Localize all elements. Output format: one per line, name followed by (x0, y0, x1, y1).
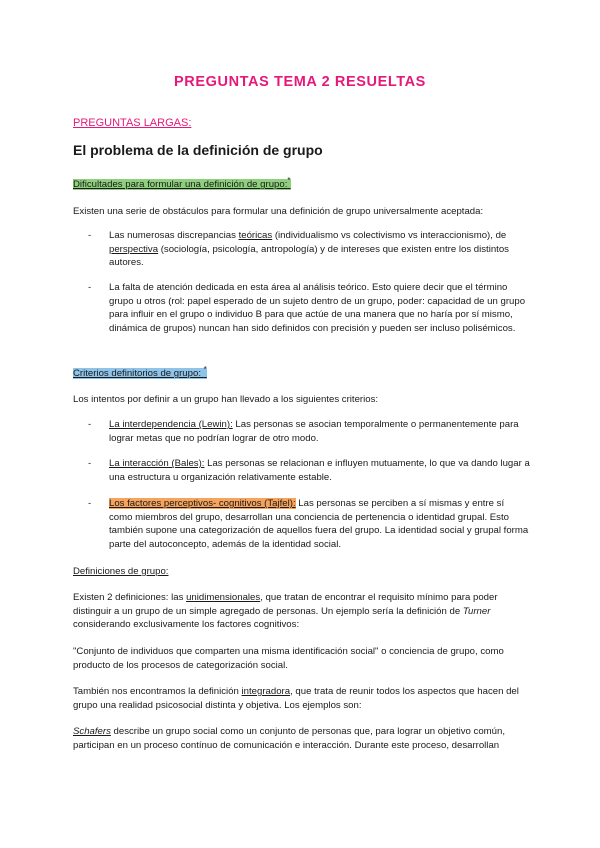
document-title: PREGUNTAS TEMA 2 RESUELTAS (174, 74, 426, 90)
section-label: PREGUNTAS LARGAS: (73, 117, 192, 129)
dificultades-intro: Existen una serie de obstáculos para formular una definición de grupo universalmente aceptada: (73, 206, 484, 217)
dificultades-label: Dificultades para formular una definición de grupo:* (73, 176, 291, 191)
bullet-text: Las numerosas discrepancias teóricas (individualismo vs colectivismo vs interaccionismo), de perspectiva (sociología, psicología, antropología) y de intereses que existen entre los distintos autores. (109, 230, 509, 269)
bullet-text: La falta de atención dedicada en esta área al análisis teórico. Esto quiere decir que el término grupo u otros (rol: papel esperado de un sujeto dentro de un grupo, poder: capacidad de un grupo para influir en el grupo o individuo B para que actúe de una manera que no haría por sí mismo, dinámica de grupos) nuncan han sido definidos con precisión y pueden ser incluso polisémicos. (109, 282, 526, 334)
definiciones-paragraph-2: También nos encontramos la definición integradora, que trata de reunir todos los aspectos que hacen del grupo una realidad psicosocial distinta y objetiva. Los ejemplos son: (73, 686, 519, 711)
definiciones-paragraph-1: Existen 2 definiciones: las unidimensionales, que tratan de encontrar el requisito mínimo para poder distinguir a un grupo de un simple agregado de personas. Un ejemplo sería la definición de Turner considerando exclusivamente los factores cognitivos: (73, 592, 498, 631)
criterio-text: Los factores perceptivos- cognitivos (Tajfel): Las personas se perciben a sí mismas y entre sí como miembros del grupo, desarrollan una conciencia de pertenencia o identidad grupal. Esto también supone una categorización de aquellos fuera del grupo. La identidad social y grupal forma parte del autoconcepto, además de la identidad social. (109, 498, 529, 550)
definiciones-paragraph-3: Schafers describe un grupo social como un conjunto de personas que, para lograr un objetivo común, participan en un proceso contínuo de comunicación e interacción. Durante este proceso, desarrollan (73, 726, 505, 751)
criterios-label-line (73, 363, 531, 381)
criterios-intro: Los intentos por definir a un grupo han llevado a los siguientes criterios: (73, 394, 379, 405)
criterio-text: La interdependencia (Lewin): Las personas se asocian temporalmente o permanentemente para lograr metas que no podrían lograr de otro modo. (109, 419, 519, 444)
criterio-text: La interacción (Bales): Las personas se relacionan e influyen mutuamente, lo que va dando lugar a una estructura u organización relativamente estable. (109, 458, 530, 483)
document-page: PREGUNTAS TEMA 2 RESUELTAS PREGUNTAS LARGAS: El problema de la definición de grupo Dificultades para formular una definición de grupo:* Existen una serie de obstáculos para formular una definición de grupo universalmente aceptada: - Las numerosas discrepancias teóricas (individualismo vs colectivismo vs interaccionismo), de perspectiva (sociología, psicología, antropología) y de intereses que existen entre los distintos autores. - La falta de atención dedicada en esta área al análisis teórico. Esto quiere decir que el término grupo u otros (rol: papel esperado de un sujeto dentro de un grupo, poder: capacidad de un grupo para influir en el grupo o individuo B para que actúe de una manera que no haría por sí mismo, dinámica de grupos) nuncan han sido definidos con precisión y pueden ser incluso polisémicos. Criterios definitorios de grupo: * Los intentos por definir a un grupo han llevado a los siguientes criterios: - La interdependencia (Lewin): Las personas se asocian temporalmente o permanentemente para lograr metas que no podrían lograr de otro modo. - La interacción (Bales): Las personas se relacionan e influyen mutuamente, lo que va dando lugar a una estructura u organización relativamente estable. - Los factores perceptivos- cognitivos (Tajfel): Las personas se perciben a sí mismas y entre sí como miembros del grupo, desarrollan una conciencia de pertenencia o identidad grupal. Esto también supone una categorización de aquellos fuera del grupo. La identidad social y grupal forma parte del autoconcepto, además de la identidad social. Definiciones de grupo: Existen 2 definiciones: las unidimensionales, que tratan de encontrar el requisito mínimo para poder distinguir a un grupo de un simple agregado de personas. Un ejemplo sería la definición de Turner considerando exclusivamente los factores cognitivos: "Conjunto de individuos que comparten una misma identificación social" o conciencia de grupo, como producto de los procesos de categorización social. También nos encontramos la definición integradora, que trata de reunir todos los aspectos que hacen del grupo una realidad psicosocial distinta y objetiva. Los ejemplos son: Schafers describe un grupo social como un conjunto de personas que, para lograr un objetivo común, participan en un proceso contínuo de comunicación e interacción. Durante este proceso, desarrollan (0, 0, 600, 848)
section-heading: El problema de la definición de grupo (73, 142, 323, 158)
definiciones-quote: "Conjunto de individuos que comparten una misma identificación social" o conciencia de grupo, como producto de los procesos de categorización social. (73, 646, 504, 671)
dificultades-label-line (73, 174, 531, 192)
criterios-label: Criterios definitorios de grupo: * (73, 365, 207, 380)
definiciones-label: Definiciones de grupo: (73, 566, 169, 577)
